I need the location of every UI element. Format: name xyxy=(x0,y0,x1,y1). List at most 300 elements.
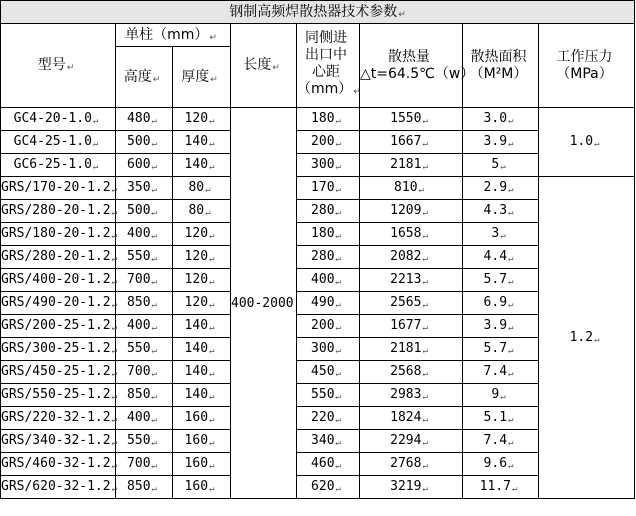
header-length[interactable]: 长度↵ xyxy=(231,24,297,108)
model-cell[interactable] xyxy=(1,246,116,269)
height-cell[interactable] xyxy=(116,453,173,476)
area-cell[interactable] xyxy=(463,223,539,246)
paragraph-mark-icon: ↵ xyxy=(151,185,157,195)
paragraph-mark-icon: ↵ xyxy=(111,484,117,494)
paragraph-mark-icon: ↵ xyxy=(508,277,514,287)
height-cell-text: 400 xyxy=(127,410,151,425)
area-cell[interactable] xyxy=(463,338,539,361)
heat-output-cell[interactable] xyxy=(360,384,463,407)
height-cell[interactable] xyxy=(116,430,173,453)
paragraph-mark-icon: ↵ xyxy=(209,369,215,379)
paragraph-mark-icon: ↵ xyxy=(422,438,428,448)
height-cell-text: 550 xyxy=(127,341,151,356)
height-cell-text: 600 xyxy=(127,157,151,172)
paragraph-mark-icon: ↵ xyxy=(422,346,428,356)
model-cell[interactable] xyxy=(1,131,116,154)
paragraph-mark-icon: ↵ xyxy=(151,346,157,356)
height-cell-text: 500 xyxy=(127,203,151,218)
thickness-cell[interactable] xyxy=(173,476,231,499)
center-distance-cell[interactable] xyxy=(297,200,360,223)
thickness-cell-text: 120 xyxy=(184,249,209,264)
heat-output-cell-text: 2768 xyxy=(390,456,422,471)
area-cell[interactable] xyxy=(463,108,539,131)
model-cell-text: GRS/400-20-1.2 xyxy=(1,272,111,287)
area-cell-text: 2.9 xyxy=(483,180,508,195)
paragraph-mark-icon: ↵ xyxy=(151,300,157,310)
paragraph-mark-icon: ↵ xyxy=(151,415,157,425)
height-cell[interactable] xyxy=(116,108,173,131)
paragraph-mark-icon: ↵ xyxy=(422,231,428,241)
paragraph-mark-icon: ↵ xyxy=(500,392,506,402)
model-cell-text: GRS/620-32-1.2 xyxy=(1,479,111,494)
paragraph-mark-icon: ↵ xyxy=(151,116,157,126)
paragraph-mark-icon: ↵ xyxy=(500,162,506,172)
paragraph-mark-icon: ↵ xyxy=(335,231,341,241)
height-cell[interactable] xyxy=(116,476,173,499)
model-cell-text: GRS/200-25-1.2 xyxy=(1,318,111,333)
paragraph-mark-icon: ↵ xyxy=(111,392,117,402)
paragraph-mark-icon: ↵ xyxy=(151,254,157,264)
thickness-cell[interactable] xyxy=(173,177,231,200)
center-distance-cell[interactable] xyxy=(297,338,360,361)
area-cell-text: 3.0 xyxy=(483,111,508,126)
paragraph-mark-icon: ↵ xyxy=(335,369,341,379)
area-cell[interactable] xyxy=(463,361,539,384)
heat-output-cell-text: 2983 xyxy=(390,387,422,402)
paragraph-mark-icon: ↵ xyxy=(335,438,341,448)
paragraph-mark-icon: ↵ xyxy=(111,231,117,241)
heat-output-cell-text: 2082 xyxy=(390,249,422,264)
header-thickness[interactable]: 厚度↵ xyxy=(173,47,231,108)
center-distance-cell-text: 180 xyxy=(311,226,335,241)
heat-output-cell[interactable] xyxy=(360,154,463,177)
height-cell[interactable] xyxy=(116,361,173,384)
heat-output-cell-text: 3219 xyxy=(390,479,422,494)
table-title-cell[interactable] xyxy=(1,1,635,24)
paragraph-mark-icon: ↵ xyxy=(422,415,428,425)
center-distance-cell-text: 300 xyxy=(311,341,335,356)
model-cell-text: GRS/280-20-1.2 xyxy=(1,203,111,218)
center-distance-cell[interactable] xyxy=(297,453,360,476)
area-cell[interactable] xyxy=(463,200,539,223)
model-cell[interactable] xyxy=(1,315,116,338)
header-pressure[interactable]: 工作压力 （MPa） xyxy=(539,24,635,108)
paragraph-mark-icon: ↵ xyxy=(111,369,117,379)
height-cell-text: 850 xyxy=(127,295,151,310)
thickness-cell[interactable] xyxy=(173,200,231,223)
paragraph-mark-icon: ↵ xyxy=(422,162,428,172)
paragraph-mark-icon: ↵ xyxy=(508,323,514,333)
heat-output-cell[interactable] xyxy=(360,246,463,269)
paragraph-mark-icon: ↵ xyxy=(209,461,215,471)
heat-output-cell-text: 1677 xyxy=(390,318,422,333)
thickness-cell-text: 120 xyxy=(184,295,209,310)
paragraph-mark-icon: ↵ xyxy=(272,63,280,73)
heat-output-cell-text: 2565 xyxy=(390,295,422,310)
paragraph-mark-icon: ↵ xyxy=(152,74,161,85)
paragraph-mark-icon: ↵ xyxy=(209,415,215,425)
center-distance-line-1: 同侧进 xyxy=(305,30,347,46)
paragraph-mark-icon: ↵ xyxy=(508,300,514,310)
center-distance-cell[interactable] xyxy=(297,131,360,154)
model-cell-text: GC6-25-1.0 xyxy=(13,157,92,172)
pressure-cell[interactable] xyxy=(539,108,635,177)
center-distance-cell-text: 340 xyxy=(311,433,335,448)
model-cell-text: GRS/170-20-1.2 xyxy=(1,180,111,195)
model-cell-text: GRS/300-25-1.2 xyxy=(1,341,111,356)
paragraph-mark-icon: ↵ xyxy=(335,139,341,149)
center-distance-cell-text: 490 xyxy=(311,295,335,310)
center-distance-cell[interactable] xyxy=(297,476,360,499)
heat-output-cell[interactable] xyxy=(360,338,463,361)
paragraph-mark-icon: ↵ xyxy=(151,392,157,402)
area-cell[interactable] xyxy=(463,476,539,499)
heat-output-cell-text: 2181 xyxy=(390,341,422,356)
center-distance-cell-text: 450 xyxy=(311,364,335,379)
heat-output-cell-text: 1550 xyxy=(390,111,422,126)
area-cell-text: 9 xyxy=(491,387,500,402)
model-cell-text: GC4-20-1.0 xyxy=(13,111,92,126)
thickness-cell[interactable] xyxy=(173,292,231,315)
height-cell[interactable] xyxy=(116,200,173,223)
height-cell[interactable] xyxy=(116,177,173,200)
paragraph-mark-icon: ↵ xyxy=(508,208,514,218)
thickness-cell[interactable] xyxy=(173,131,231,154)
paragraph-mark-icon: ↵ xyxy=(335,300,341,310)
model-cell[interactable] xyxy=(1,292,116,315)
area-cell-text: 11.7 xyxy=(479,479,511,494)
area-cell[interactable] xyxy=(463,453,539,476)
center-distance-cell[interactable] xyxy=(297,269,360,292)
thickness-cell[interactable] xyxy=(173,338,231,361)
heat-output-cell-text: 2213 xyxy=(390,272,422,287)
paragraph-mark-icon: ↵ xyxy=(151,438,157,448)
paragraph-mark-icon: ↵ xyxy=(335,323,341,333)
paragraph-mark-icon: ↵ xyxy=(210,74,218,85)
height-cell-text: 550 xyxy=(127,249,151,264)
pressure-unit: （MPa） xyxy=(556,65,613,82)
paragraph-mark-icon: ↵ xyxy=(422,300,428,310)
paragraph-mark-icon: ↵ xyxy=(422,323,428,333)
thickness-cell-text: 120 xyxy=(184,272,209,287)
model-cell[interactable] xyxy=(1,407,116,430)
center-distance-cell[interactable] xyxy=(297,223,360,246)
header-height[interactable]: 高度↵ xyxy=(116,47,173,108)
area-cell-text: 3.9 xyxy=(483,134,508,149)
model-cell[interactable] xyxy=(1,338,116,361)
paragraph-mark-icon: ↵ xyxy=(111,208,117,218)
heat-output-cell[interactable] xyxy=(360,108,463,131)
center-distance-cell-text: 300 xyxy=(311,157,335,172)
paragraph-mark-icon: ↵ xyxy=(209,139,215,149)
model-cell[interactable] xyxy=(1,223,116,246)
center-distance-cell[interactable] xyxy=(297,108,360,131)
paragraph-mark-icon: ↵ xyxy=(418,185,424,195)
model-cell[interactable] xyxy=(1,453,116,476)
heat-output-cell[interactable] xyxy=(360,361,463,384)
model-cell[interactable] xyxy=(1,430,116,453)
area-cell-text: 5.7 xyxy=(483,341,508,356)
model-cell-text: GRS/180-20-1.2 xyxy=(1,226,111,241)
heat-output-cell-text: 2181 xyxy=(390,157,422,172)
height-cell-text: 850 xyxy=(127,387,151,402)
paragraph-mark-icon: ↵ xyxy=(111,438,117,448)
heat-output-cell-text: 2568 xyxy=(390,364,422,379)
center-distance-cell[interactable] xyxy=(297,315,360,338)
paragraph-mark-icon: ↵ xyxy=(111,346,117,356)
heat-output-cell-text: 1824 xyxy=(390,410,422,425)
header-area[interactable]: 散热面积 （M²M） xyxy=(463,24,539,108)
area-cell[interactable] xyxy=(463,246,539,269)
heat-output-cell[interactable] xyxy=(360,315,463,338)
center-distance-cell-text: 170 xyxy=(311,180,335,195)
model-cell-text: GRS/220-32-1.2 xyxy=(1,410,111,425)
heat-output-cell-text: 1658 xyxy=(390,226,422,241)
model-cell[interactable] xyxy=(1,177,116,200)
thickness-cell[interactable] xyxy=(173,246,231,269)
paragraph-mark-icon: ↵ xyxy=(508,139,514,149)
paragraph-mark-icon: ↵ xyxy=(335,208,341,218)
area-cell[interactable] xyxy=(463,292,539,315)
model-cell-text: GRS/340-32-1.2 xyxy=(1,433,111,448)
paragraph-mark-icon: ↵ xyxy=(508,346,514,356)
paragraph-mark-icon: ↵ xyxy=(508,438,514,448)
area-cell-text: 3.9 xyxy=(483,318,508,333)
model-cell[interactable] xyxy=(1,476,116,499)
paragraph-mark-icon: ↵ xyxy=(209,277,215,287)
header-model[interactable]: 型号↵ xyxy=(1,24,116,108)
center-distance-cell[interactable] xyxy=(297,154,360,177)
header-single-column[interactable]: 单柱（mm）↵ xyxy=(116,24,231,47)
center-distance-cell[interactable] xyxy=(297,430,360,453)
thickness-cell[interactable] xyxy=(173,315,231,338)
paragraph-mark-icon: ↵ xyxy=(111,185,117,195)
thickness-cell[interactable] xyxy=(173,430,231,453)
paragraph-mark-icon: ↵ xyxy=(335,116,341,126)
paragraph-mark-icon: ↵ xyxy=(92,116,99,126)
center-distance-cell-text: 280 xyxy=(311,249,335,264)
area-cell-text: 7.4 xyxy=(483,364,508,379)
paragraph-mark-icon: ↵ xyxy=(422,484,428,494)
paragraph-mark-icon: ↵ xyxy=(111,300,117,310)
model-cell-text: GC4-25-1.0 xyxy=(13,134,92,149)
center-distance-cell[interactable] xyxy=(297,384,360,407)
table-title: 钢制高频焊散热器技术参数 xyxy=(229,3,398,20)
area-cell-text: 4.4 xyxy=(483,249,508,264)
length-cell-text: 400-2000 xyxy=(231,295,294,311)
paragraph-mark-icon: ↵ xyxy=(335,346,341,356)
paragraph-mark-icon: ↵ xyxy=(508,116,514,126)
height-cell-text: 480 xyxy=(127,111,151,126)
heat-output-cell-text: 1209 xyxy=(390,203,422,218)
thickness-cell[interactable] xyxy=(173,269,231,292)
paragraph-mark-icon: ↵ xyxy=(92,139,99,149)
thickness-cell-text: 120 xyxy=(184,111,209,126)
paragraph-mark-icon: ↵ xyxy=(511,484,518,494)
model-cell[interactable] xyxy=(1,154,116,177)
heat-output-cell[interactable] xyxy=(360,407,463,430)
pressure-cell[interactable] xyxy=(539,177,635,499)
thickness-cell[interactable] xyxy=(173,407,231,430)
paragraph-mark-icon: ↵ xyxy=(508,461,514,471)
paragraph-mark-icon: ↵ xyxy=(92,162,99,172)
thickness-cell[interactable] xyxy=(173,384,231,407)
model-cell[interactable] xyxy=(1,361,116,384)
pressure-cell-text: 1.2 xyxy=(569,329,594,345)
paragraph-mark-icon: ↵ xyxy=(209,300,215,310)
area-cell-text: 7.4 xyxy=(483,433,508,448)
model-cell-text: GRS/450-25-1.2 xyxy=(1,364,111,379)
model-cell-text: GRS/280-20-1.2 xyxy=(1,249,111,264)
heat-output-cell[interactable] xyxy=(360,453,463,476)
model-cell[interactable] xyxy=(1,108,116,131)
thickness-cell-text: 80 xyxy=(188,180,205,195)
height-cell-text: 400 xyxy=(127,318,151,333)
paragraph-mark-icon: ↵ xyxy=(209,231,215,241)
heat-output-cell[interactable] xyxy=(360,292,463,315)
height-cell[interactable] xyxy=(116,384,173,407)
center-distance-line-2: 出口中 xyxy=(305,47,347,63)
paragraph-mark-icon: ↵ xyxy=(398,9,406,20)
heat-output-cell[interactable] xyxy=(360,223,463,246)
paragraph-mark-icon: ↵ xyxy=(422,277,428,287)
area-cell[interactable] xyxy=(463,269,539,292)
center-distance-cell[interactable] xyxy=(297,246,360,269)
paragraph-mark-icon: ↵ xyxy=(209,392,215,402)
paragraph-mark-icon: ↵ xyxy=(508,369,514,379)
heat-output-cell[interactable] xyxy=(360,177,463,200)
area-cell[interactable] xyxy=(463,430,539,453)
thickness-cell[interactable] xyxy=(173,108,231,131)
paragraph-mark-icon: ↵ xyxy=(151,231,157,241)
thickness-cell-text: 160 xyxy=(184,410,209,425)
height-cell[interactable] xyxy=(116,246,173,269)
pressure-cell-text: 1.0 xyxy=(569,134,594,149)
height-cell[interactable] xyxy=(116,407,173,430)
thickness-cell[interactable] xyxy=(173,453,231,476)
center-distance-cell-text: 200 xyxy=(311,318,335,333)
center-distance-cell[interactable] xyxy=(297,292,360,315)
height-cell[interactable] xyxy=(116,131,173,154)
height-cell-text: 400 xyxy=(127,226,151,241)
paragraph-mark-icon: ↵ xyxy=(422,208,428,218)
paragraph-mark-icon: ↵ xyxy=(335,484,341,494)
length-cell[interactable] xyxy=(231,108,297,499)
center-distance-cell-text: 280 xyxy=(311,203,335,218)
area-cell[interactable] xyxy=(463,315,539,338)
area-cell[interactable] xyxy=(463,384,539,407)
model-cell[interactable] xyxy=(1,200,116,223)
thickness-cell-text: 160 xyxy=(184,433,209,448)
thickness-cell-text: 120 xyxy=(184,226,209,241)
center-distance-cell-text: 620 xyxy=(311,479,335,494)
paragraph-mark-icon: ↵ xyxy=(151,369,157,379)
paragraph-mark-icon: ↵ xyxy=(151,208,157,218)
table-row xyxy=(1,108,635,131)
height-cell[interactable] xyxy=(116,338,173,361)
paragraph-mark-icon: ↵ xyxy=(209,484,215,494)
table-row xyxy=(1,177,635,200)
center-distance-cell[interactable] xyxy=(297,361,360,384)
area-cell[interactable] xyxy=(463,407,539,430)
header-heat-output[interactable]: 散热量 △t=64.5℃（w） xyxy=(360,24,463,108)
heat-output-cell-text: 2294 xyxy=(390,433,422,448)
thickness-cell-text: 140 xyxy=(184,341,209,356)
paragraph-mark-icon: ↵ xyxy=(111,323,117,333)
height-cell[interactable] xyxy=(116,315,173,338)
paragraph-mark-icon: ↵ xyxy=(151,139,157,149)
center-distance-cell-text: 220 xyxy=(311,410,335,425)
paragraph-mark-icon: ↵ xyxy=(151,484,157,494)
model-cell-text: GRS/550-25-1.2 xyxy=(1,387,111,402)
center-distance-cell[interactable] xyxy=(297,177,360,200)
center-distance-cell-text: 550 xyxy=(311,387,335,402)
paragraph-mark-icon: ↵ xyxy=(205,208,211,218)
height-cell[interactable] xyxy=(116,292,173,315)
model-cell[interactable] xyxy=(1,269,116,292)
paragraph-mark-icon: ↵ xyxy=(209,346,215,356)
center-distance-cell-text: 460 xyxy=(311,456,335,471)
thickness-cell[interactable] xyxy=(173,361,231,384)
paragraph-mark-icon: ↵ xyxy=(209,32,217,43)
paragraph-mark-icon: ↵ xyxy=(594,334,600,345)
paragraph-mark-icon: ↵ xyxy=(422,254,428,264)
header-center-distance[interactable] xyxy=(297,24,360,108)
thickness-cell[interactable] xyxy=(173,223,231,246)
thickness-cell[interactable] xyxy=(173,154,231,177)
model-cell-text: GRS/460-32-1.2 xyxy=(1,456,111,471)
paragraph-mark-icon: ↵ xyxy=(151,162,157,172)
area-cell[interactable] xyxy=(463,177,539,200)
height-cell[interactable] xyxy=(116,223,173,246)
heat-output-cell[interactable] xyxy=(360,269,463,292)
area-cell[interactable] xyxy=(463,131,539,154)
paragraph-mark-icon: ↵ xyxy=(335,162,341,172)
thickness-cell-text: 80 xyxy=(188,203,205,218)
paragraph-mark-icon: ↵ xyxy=(422,116,428,126)
paragraph-mark-icon: ↵ xyxy=(500,231,506,241)
center-distance-cell[interactable] xyxy=(297,407,360,430)
height-cell[interactable] xyxy=(116,269,173,292)
heat-output-condition: △t=64.5℃（w） xyxy=(360,65,475,82)
paragraph-mark-icon: ↵ xyxy=(353,87,361,97)
paragraph-mark-icon: ↵ xyxy=(594,139,600,149)
paragraph-mark-icon: ↵ xyxy=(209,162,215,172)
height-cell[interactable] xyxy=(116,154,173,177)
area-cell[interactable] xyxy=(463,154,539,177)
paragraph-mark-icon: ↵ xyxy=(335,185,341,195)
model-cell[interactable] xyxy=(1,384,116,407)
thickness-cell-text: 140 xyxy=(184,387,209,402)
heat-output-cell[interactable] xyxy=(360,200,463,223)
paragraph-mark-icon: ↵ xyxy=(422,392,428,402)
center-distance-cell-text: 200 xyxy=(311,134,335,149)
thickness-cell-text: 140 xyxy=(184,318,209,333)
paragraph-mark-icon: ↵ xyxy=(111,415,117,425)
heat-output-cell[interactable] xyxy=(360,131,463,154)
heat-output-cell[interactable] xyxy=(360,476,463,499)
paragraph-mark-icon: ↵ xyxy=(151,461,157,471)
heat-output-cell[interactable] xyxy=(360,430,463,453)
center-distance-line-3: 心距 xyxy=(312,64,340,80)
center-distance-cell-text: 400 xyxy=(311,272,335,287)
height-cell-text: 350 xyxy=(127,180,151,195)
thickness-cell-text: 140 xyxy=(184,364,209,379)
paragraph-mark-icon: ↵ xyxy=(209,438,215,448)
area-unit: （M²M） xyxy=(469,65,528,82)
paragraph-mark-icon: ↵ xyxy=(508,185,514,195)
paragraph-mark-icon: ↵ xyxy=(111,277,117,287)
